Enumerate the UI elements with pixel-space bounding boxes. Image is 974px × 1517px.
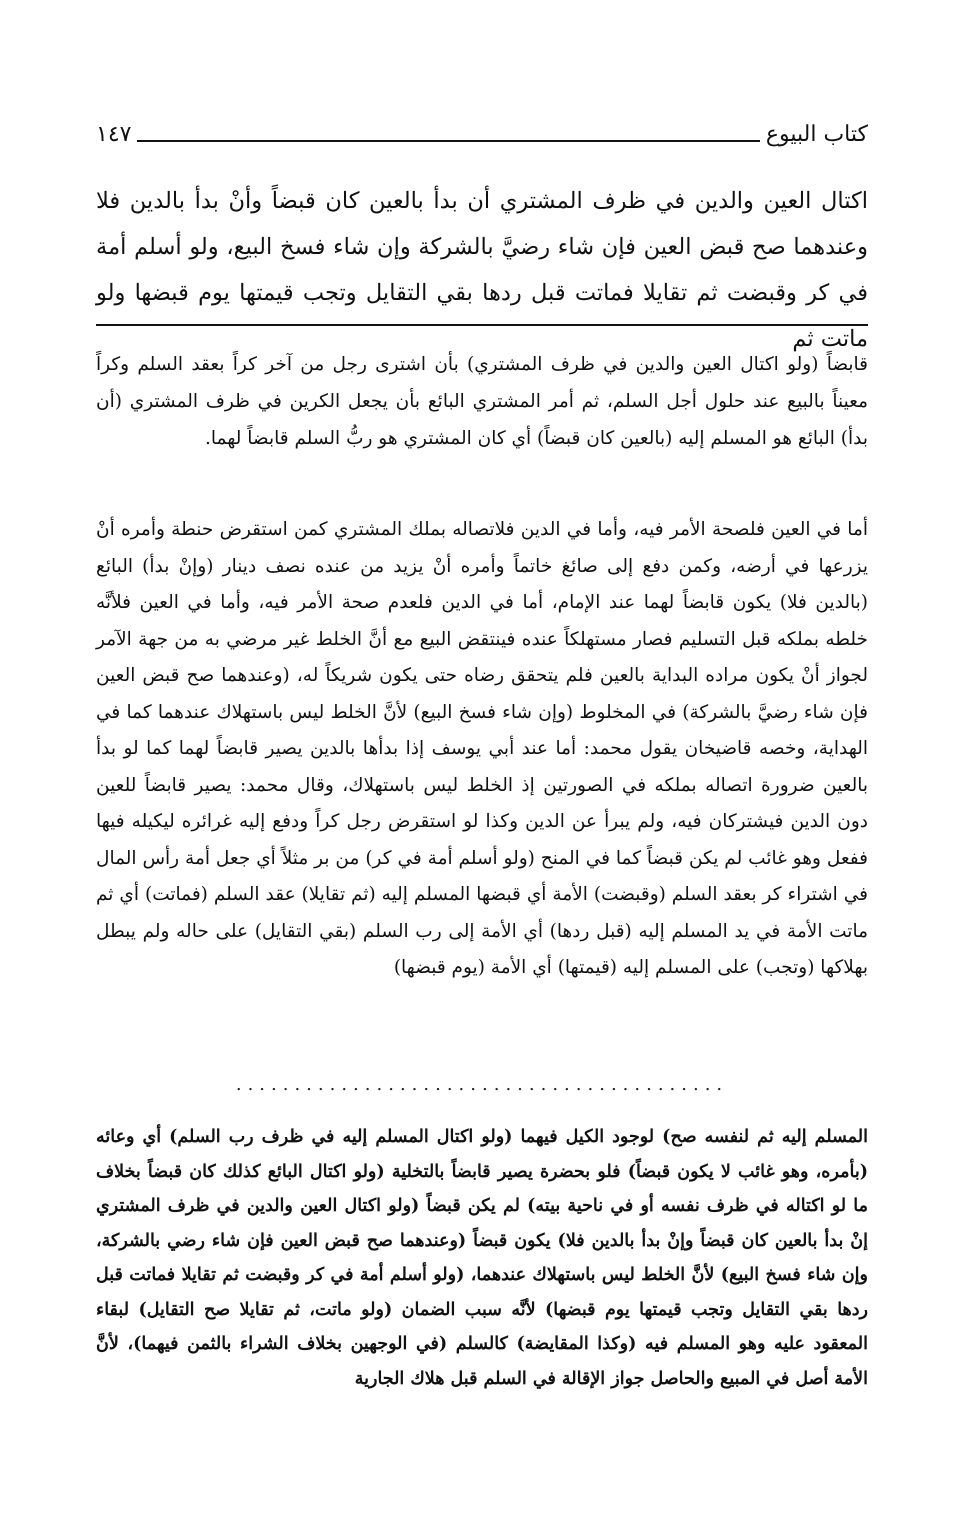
main-text: اكتال العين والدين في ظرف المشتري أن بدأ بالعين كان قبضاً وأنْ بدأ بالدين فلا وعندهما صح قبض العين فإن شاء رضيَّ بالشركة وإن شاء فسخ البيع، ولو أسلم أمة في كر وقبضت ثم تقايلا فماتت قبل ردها بقي التقايل وتجب قيمتها يوم قبضها ولو ماتت ثم	[96, 188, 868, 352]
main-text-divider	[96, 324, 868, 326]
running-title: كتاب البيوع	[765, 121, 868, 147]
commentary-paragraph-3: المسلم إليه ثم لنفسه صح) لوجود الكيل فيهما (ولو اكتال المسلم إليه في ظرف رب السلم) أي وعائه (بأمره، وهو غائب لا يكون قبضاً) فلو بحضرة يصير قابضاً بالتخلية (ولو اكتال البائع كذلك كان قبضاً بخلاف ما لو اكتاله في ظرف نفسه أو في ناحية بيته) لم يكن قبضاً (ولو اكتال العين والدين في ظرف المشتري إنْ بدأ بالعين كان قبضاً وإنْ بدأ بالدين فلا) يكون قبضاً (وعندهما صح قبض العين فإن شاء رضي بالشركة، وإن شاء فسخ البيع) لأنَّ الخلط ليس باستهلاك عندهما، (ولو أسلم أمة في كر وقبضت ثم تقايلا فماتت قبل ردها بقي التقايل وتجب قيمتها يوم قبضها) لأنَّه سبب الضمان (ولو ماتت، ثم تقايلا صح التقايل) لبقاء المعقود عليه وهو المسلم فيه (وكذا المقايضة) كالسلم (في الوجهين بخلاف الشراء بالثمن فيهما)، لأنَّ الأمة أصل في المبيع والحاصل جواز الإقالة في السلم قبل هلاك الجارية	[96, 1127, 868, 1389]
header-rule	[137, 140, 759, 142]
commentary-paragraph-1: قابضاً (ولو اكتال العين والدين في ظرف المشتري) بأن اشترى رجل من آخر كراً بعقد السلم وكراً معيناً بالبيع عند حلول أجل السلم، ثم أمر المشتري البائع بأن يجعل الكرين في ظرف المشتري (أن بدأ) البائع هو المسلم إليه (بالعين كان قبضاً) أي كان المشتري هو ربُّ السلم قابضاً لهما.	[96, 354, 868, 449]
page-header	[96, 116, 868, 152]
page-number: ١٤٧	[96, 121, 132, 147]
commentary-paragraph-2: أما في العين فلصحة الأمر فيه، وأما في الدين فلاتصاله بملك المشتري كمن استقرض حنطة وأمره أنْ يزرعها في أرضه، وكمن دفع إلى صائغ خاتماً وأمره أنْ يزيد من عنده نصف دينار (وإنْ بدأ) البائع (بالدين فلا) يكون قابضاً لهما عند الإمام، أما في الدين فلعدم صحة الأمر فيه، وأما في العين فلأنَّه خلطه بملكه قبل التسليم فصار مستهلكاً عنده فينتقض البيع مع أنَّ الخلط غير مرضي به من جهة الآمر لجواز أنْ يكون مراده البداية بالعين فلم يتحقق رضاه حتى يكون شريكاً له، (وعندهما صح قبض العين فإن شاء رضيَّ بالشركة) في المخلوط (وإن شاء فسخ البيع) لأنَّ الخلط ليس باستهلاك عندهما كما في الهداية، وخصه قاضيخان يقول محمد: أما عند أبي يوسف إذا بدأها بالدين يصير قابضاً لهما كما لو بدأ بالعين ضرورة اتصاله بملكه في الصورتين إذ الخلط ليس باستهلاك، وقال محمد: يصير قابضاً للعين دون الدين فيشتركان فيه، ولم يبرأ عن الدين وكذا لو استقرض رجل كراً ودفع إليه غرائره ليكيله فيها ففعل وهو غائب لم يكن قبضاً كما في المنح (ولو أسلم أمة في كر) من بر مثلاً أي جعل أمة رأس المال في اشتراء كر بعقد السلم (وقبضت) الأمة أي قبضها المسلم إليه (ثم تقايلا) عقد السلم (فماتت) أي ثم ماتت الأمة في يد المسلم إليه (قبل ردها) أي الأمة إلى رب السلم (بقي التقايل) على حاله ولم يبطل بهلاكها (وتجب) على المسلم إليه (قيمتها) أي الأمة (يوم قبضها)	[96, 519, 868, 978]
dotted-separator: ..........................................	[235, 1074, 729, 1095]
